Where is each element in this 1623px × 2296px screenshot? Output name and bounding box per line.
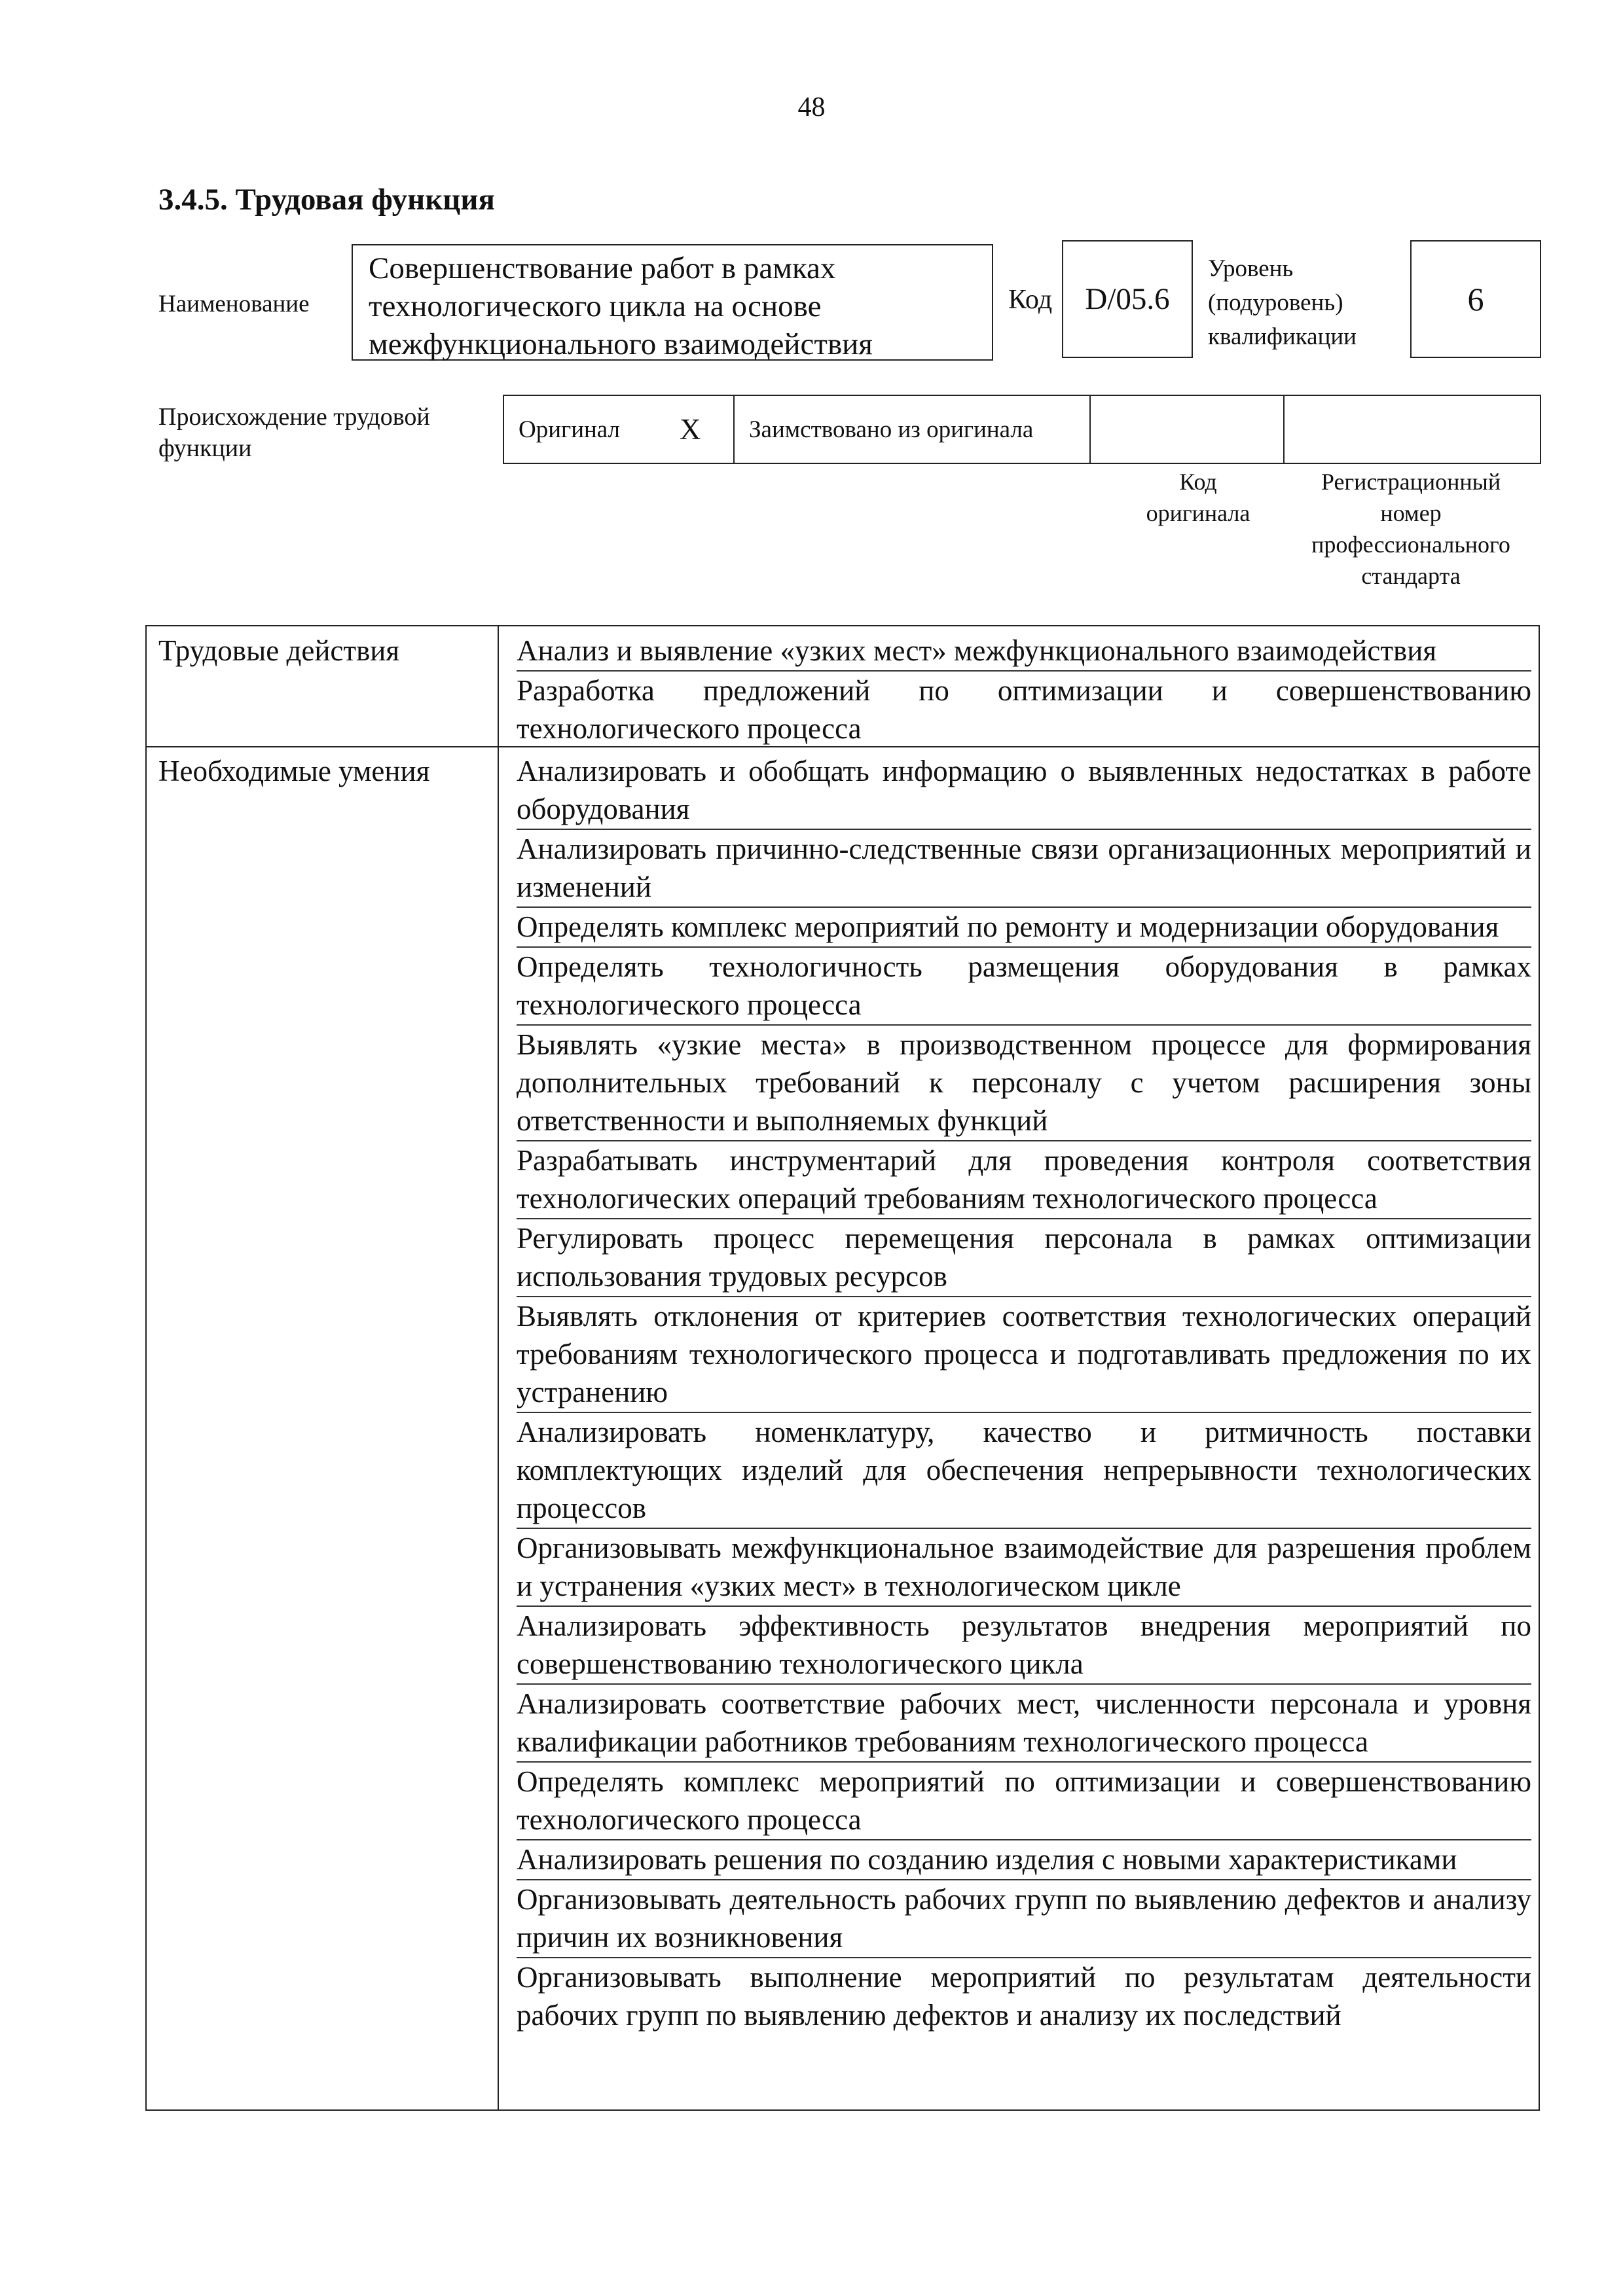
list-item: Организовывать выполнение мероприятий по результатам деятельности рабочих групп по выявлению дефектов и анализу их последствий [517,1961,1531,2032]
list-item: Выявлять «узкие места» в производственном процессе для формирования дополнительных требований к персоналу с учетом расширения зоны ответственности и выполняемых функций [517,1026,1531,1141]
level-label-line: Уровень [1208,255,1294,282]
origin-code-cell [1091,396,1285,463]
level-label-line: квалификации [1208,323,1357,350]
code-value: D/05.6 [1085,282,1170,316]
name-label: Наименование [158,291,310,317]
caption-line: профессионального [1311,531,1510,558]
registration-number-caption [1283,466,1539,592]
caption-line: номер [1380,500,1442,526]
list-item: Анализировать и обобщать информацию о выявленных недостатках в работе оборудования [517,752,1531,830]
origin-original-label: Оригинал [519,416,621,443]
caption-line: оригинала [1146,500,1250,526]
actions-label: Трудовые действия [158,634,400,667]
list-item: Анализировать соответствие рабочих мест, численности персонала и уровня квалификации работников требованиям технологического процесса [517,1685,1531,1763]
origin-original-cell [504,396,735,463]
list-item: Разрабатывать инструментарий для проведения контроля соответствия технологических операций требованиям технологического процесса [517,1141,1531,1219]
functions-table [145,625,1540,2111]
list-item: Определять технологичность размещения оборудования в рамках технологического процесса [517,948,1531,1026]
origin-row [503,395,1541,464]
origin-label: Происхождение трудовой функции [158,403,430,462]
qualification-level-label [1208,252,1357,354]
list-item: Анализировать номенклатуру, качество и ритмичность поставки комплектующих изделий для обеспечения непрерывности технологических процессов [517,1413,1531,1529]
section-title: 3.4.5. Трудовая функция [158,183,495,217]
list-item: Анализ и выявление «узких мест» межфункционального взаимодействия [517,632,1531,672]
name-value: Совершенствование работ в рамках технологического цикла на основе межфункционального взаимодействия [369,251,873,361]
list-item: Анализировать причинно-следственные связи организационных мероприятий и изменений [517,830,1531,908]
qualification-level-box [1410,240,1541,358]
caption-line: Код [1179,469,1217,495]
code-value-box [1062,240,1193,358]
origin-registration-cell [1285,396,1540,463]
column-divider [498,626,499,2109]
page-number: 48 [797,92,826,122]
caption-line: Регистрационный [1321,469,1501,495]
list-item: Определять комплекс мероприятий по ремонту и модернизации оборудования [517,908,1531,948]
level-label-line: (подуровень) [1208,289,1343,316]
name-value-box [352,244,993,361]
list-item: Организовывать деятельность рабочих групп по выявлению дефектов и анализу причин их возникновения [517,1880,1531,1958]
list-item: Разработка предложений по оптимизации и совершенствованию технологического процесса [517,674,1531,745]
origin-borrowed-cell [735,396,1091,463]
origin-borrowed-label: Заимствовано из оригинала [749,416,1034,443]
original-code-caption [1103,466,1293,529]
list-item: Выявлять отклонения от критериев соответствия технологических операций требованиям технологического процесса и подготавливать предложения по их устранению [517,1297,1531,1413]
skills-list [517,752,1531,2035]
code-label: Код [1008,285,1053,315]
skills-label: Необходимые умения [158,755,430,787]
list-item: Определять комплекс мероприятий по оптимизации и совершенствованию технологического процесса [517,1763,1531,1840]
list-item: Регулировать процесс перемещения персонала в рамках оптимизации использования трудовых ресурсов [517,1219,1531,1297]
qualification-level-value: 6 [1467,281,1484,317]
list-item: Анализировать эффективность результатов внедрения мероприятий по совершенствованию технологического цикла [517,1607,1531,1685]
list-item: Организовывать межфункциональное взаимодействие для разрешения проблем и устранения «узких мест» в технологическом цикле [517,1529,1531,1607]
list-item: Анализировать решения по созданию изделия с новыми характеристиками [517,1840,1531,1880]
origin-original-mark: X [680,413,701,446]
caption-line: стандарта [1361,563,1461,589]
actions-list [517,632,1531,748]
